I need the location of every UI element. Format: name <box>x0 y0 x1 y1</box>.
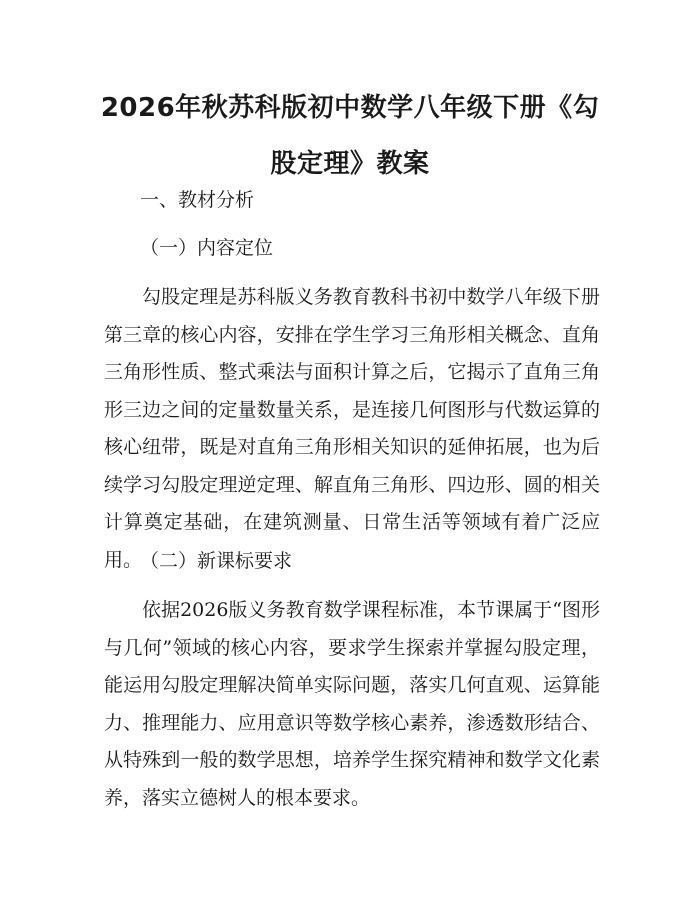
subsection-heading-content-position: （一）内容定位 <box>140 237 274 259</box>
subsection-heading-curriculum-requirements: （二）新课标要求 <box>140 550 293 572</box>
section-heading-textbook-analysis: 一、教材分析 <box>140 189 255 211</box>
paragraph-content-position: 勾股定理是苏科版义务教育教科书初中数学八年级下册第三章的核心内容，安排在学生学习三角形相关概念、直角三角形性质、整式乘法与面积计算之后，它揭示了直角三角形三边之间的定量数量关系，是连接几何图形与代数运算的核心纽带，既是对直角三角形相关知识的延伸拓展，也为后续学习勾股定理逆定理、解直角三角形、四边形、圆的相关计算奠定基础，在建筑测量、日常生活等领域有着广泛应用。 <box>104 286 600 571</box>
paragraph-curriculum-requirements: 依据2026版义务教育数学课程标准，本节课属于“图形与几何”领域的核心内容，要求学生探索并掌握勾股定理，能运用勾股定理解决简单实际问题，落实几何直观、运算能力、推理能力、应用意识等数学核心素养，渗透数形结合、从特殊到一般的数学思想，培养学生探究精神和数学文化素养，落实立德树人的根本要求。 <box>104 599 600 809</box>
document-title: 2026年秋苏科版初中数学八年级下册《勾股定理》教案 <box>100 93 600 179</box>
